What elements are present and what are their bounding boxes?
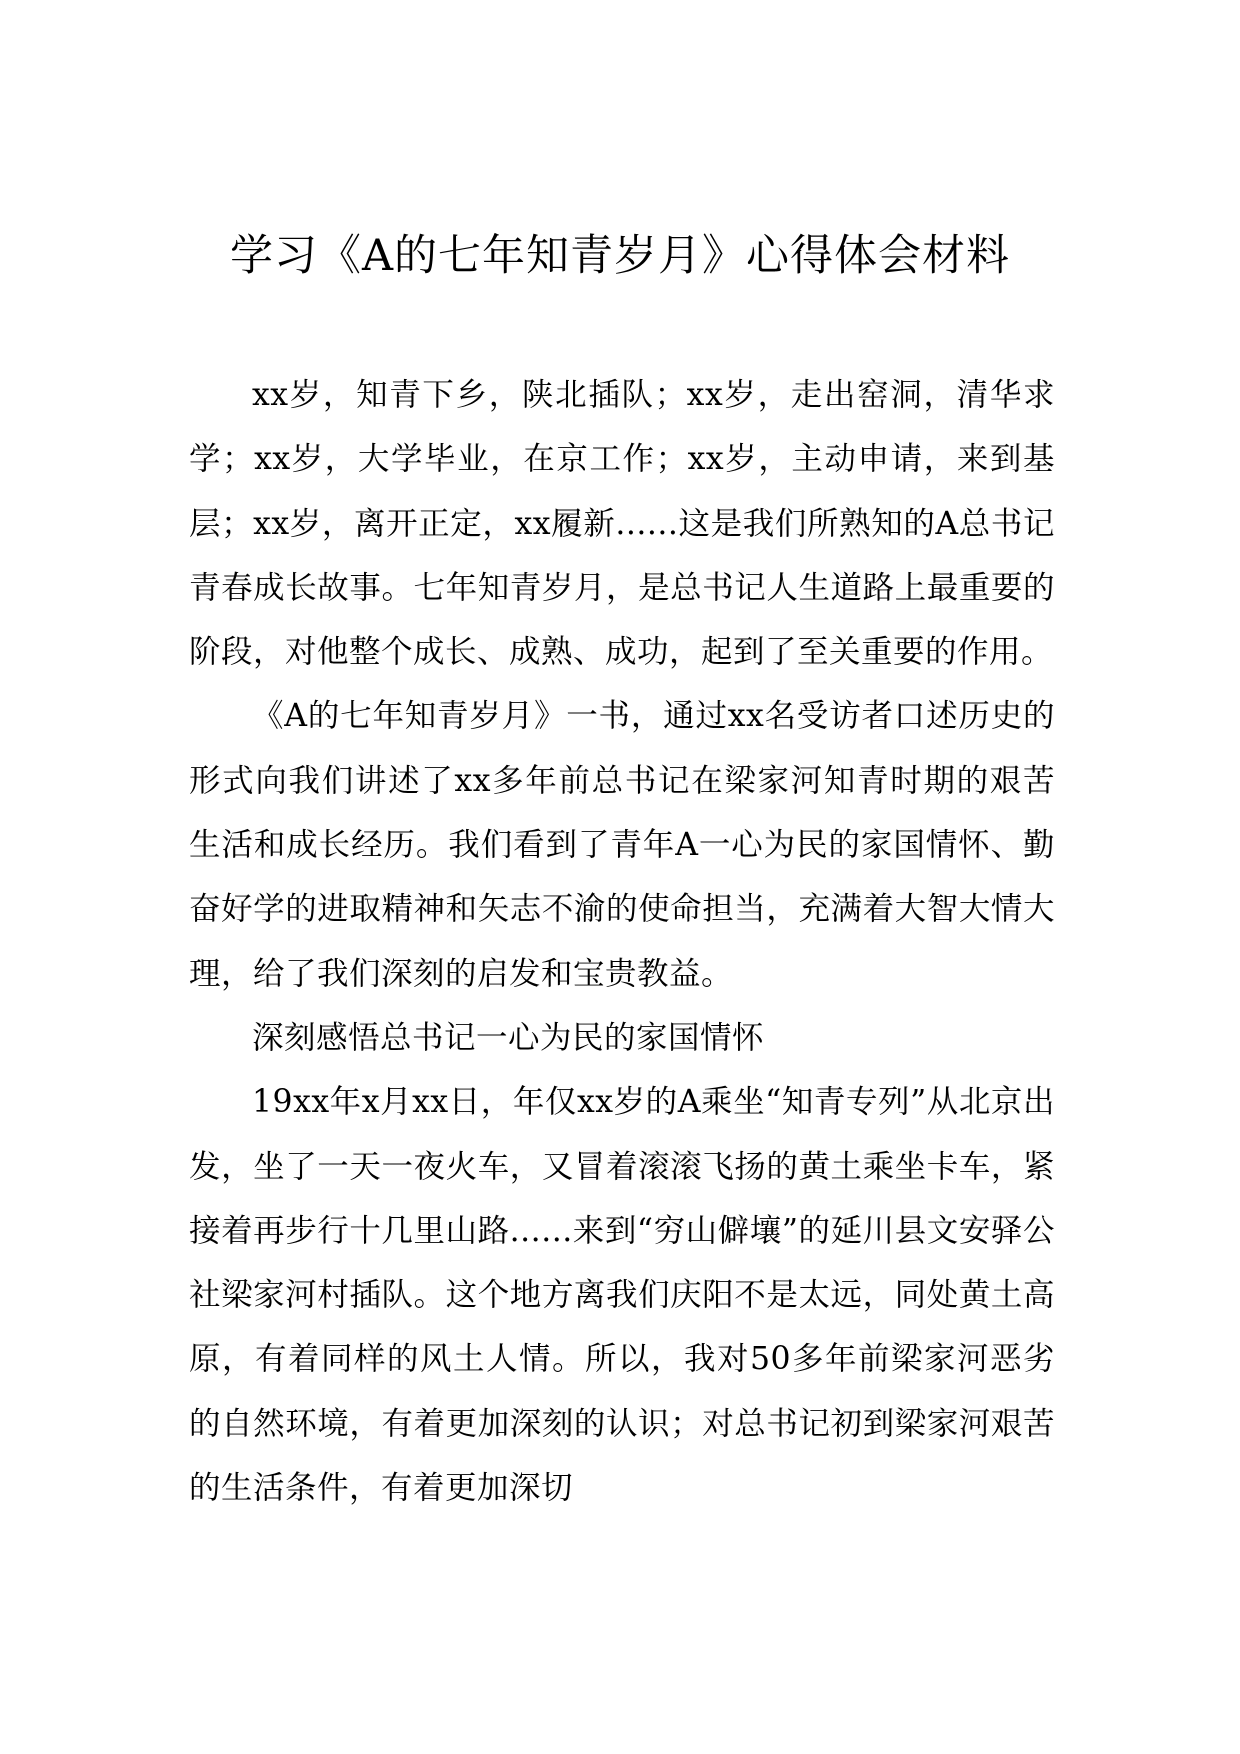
paragraph-intro: xx岁，知青下乡，陕北插队；xx岁，走出窑洞，清华求学；xx岁，大学毕业，在京工作；xx岁，主动申请，来到基层；xx岁，离开正定，xx履新......这是我们所熟知的A总书记青春成长故事。七年知青岁月，是总书记人生道路上最重要的阶段，对他整个成长、成熟、成功，起到了至关重要的作用。 bbox=[189, 377, 1055, 671]
document-title: 学习《A的七年知青岁月》心得体会材料 bbox=[229, 231, 1011, 281]
paragraph-arrival: 19xx年x月xx日，年仅xx岁的A乘坐“知青专列”从北京出发，坐了一天一夜火车，又冒着滚滚飞扬的黄土乘坐卡车，紧接着再步行十几里山路......来到“穷山僻壤”的延川县文安驿公社梁家河村插队。这个地方离我们庆阳不是太远，同处黄土高原，有着同样的风土人情。所以，我对50多年前梁家河恶劣的自然环境，有着更加深刻的认识；对总书记初到梁家河艰苦的生活条件，有着更加深切 bbox=[189, 1084, 1055, 1507]
section-heading: 深刻感悟总书记一心为民的家国情怀 bbox=[252, 1019, 765, 1056]
document-body bbox=[189, 363, 1055, 1520]
paragraph-book-summary: 《A的七年知青岁月》一书，通过xx名受访者口述历史的形式向我们讲述了xx多年前总书记在梁家河知青时期的艰苦生活和成长经历。我们看到了青年A一心为民的家国情怀、勤奋好学的进取精神和矢志不渝的使命担当，充满着大智大情大理，给了我们深刻的启发和宝贵教益。 bbox=[189, 698, 1055, 992]
